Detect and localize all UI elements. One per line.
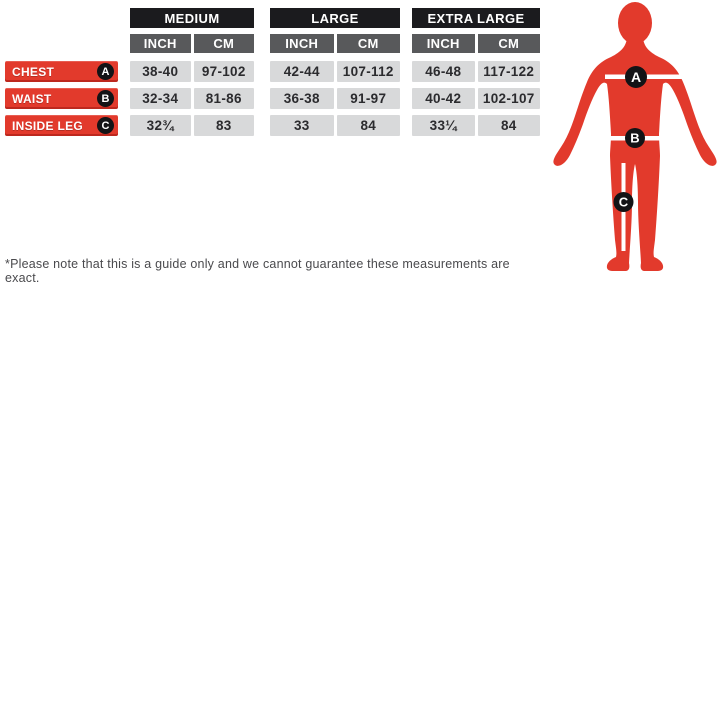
row-label-inside-leg-text: INSIDE LEG [12, 118, 84, 133]
cell-medium-waist-cm: 81-86 [194, 88, 255, 109]
measurement-labels [5, 61, 118, 142]
unit-header-row-extra-large [412, 34, 540, 53]
table-row [130, 115, 254, 136]
cell-large-chest-cm: 107-112 [337, 61, 401, 82]
figure-marker-a-label: A [630, 69, 642, 85]
unit-header-inch: INCH [270, 34, 334, 53]
cell-xl-insideleg-cm: 84 [478, 115, 541, 136]
unit-header-cm: CM [194, 34, 255, 53]
table-row [270, 115, 400, 136]
cell-medium-waist-inch: 32-34 [130, 88, 191, 109]
figure-marker-b-label: B [630, 130, 640, 146]
row-label-waist [5, 88, 118, 109]
marker-c-badge: C [97, 117, 114, 134]
cell-large-waist-inch: 36-38 [270, 88, 334, 109]
table-row [130, 88, 254, 109]
size-group-medium [130, 8, 254, 136]
unit-header-inch: INCH [412, 34, 475, 53]
body-figure [549, 0, 720, 282]
cell-large-chest-inch: 42-44 [270, 61, 334, 82]
cell-medium-insideleg-inch: 32¾ [130, 115, 191, 136]
unit-header-inch: INCH [130, 34, 191, 53]
size-header-extra-large: EXTRA LARGE [412, 8, 540, 28]
cell-large-insideleg-cm: 84 [337, 115, 401, 136]
table-row [270, 88, 400, 109]
cell-xl-insideleg-inch: 33¼ [412, 115, 475, 136]
cell-xl-chest-inch: 46-48 [412, 61, 475, 82]
table-row [412, 61, 540, 82]
row-label-inside-leg [5, 115, 118, 136]
unit-header-cm: CM [337, 34, 401, 53]
size-header-large: LARGE [270, 8, 400, 28]
table-row [412, 88, 540, 109]
marker-b-badge: B [97, 90, 114, 107]
figure-marker-c-label: C [618, 194, 629, 210]
table-row [130, 61, 254, 82]
row-label-waist-text: WAIST [12, 91, 52, 106]
cell-medium-chest-inch: 38-40 [130, 61, 191, 82]
table-row [412, 115, 540, 136]
row-label-chest [5, 61, 118, 82]
unit-header-cm: CM [478, 34, 541, 53]
table-row [270, 61, 400, 82]
cell-large-insideleg-inch: 33 [270, 115, 334, 136]
size-header-medium: MEDIUM [130, 8, 254, 28]
disclaimer-footnote: *Please note that this is a guide only and we cannot guarantee these measurements are exact. [5, 257, 510, 285]
body-figure-svg [549, 0, 720, 282]
cell-medium-chest-cm: 97-102 [194, 61, 255, 82]
cell-xl-chest-cm: 117-122 [478, 61, 541, 82]
cell-xl-waist-cm: 102-107 [478, 88, 541, 109]
cell-xl-waist-inch: 40-42 [412, 88, 475, 109]
size-group-large [270, 8, 400, 136]
size-group-extra-large [412, 8, 540, 136]
unit-header-row-large [270, 34, 400, 53]
cell-large-waist-cm: 91-97 [337, 88, 401, 109]
cell-medium-insideleg-cm: 83 [194, 115, 255, 136]
row-label-chest-text: CHEST [12, 64, 55, 79]
unit-header-row-medium [130, 34, 254, 53]
marker-a-badge: A [97, 63, 114, 80]
